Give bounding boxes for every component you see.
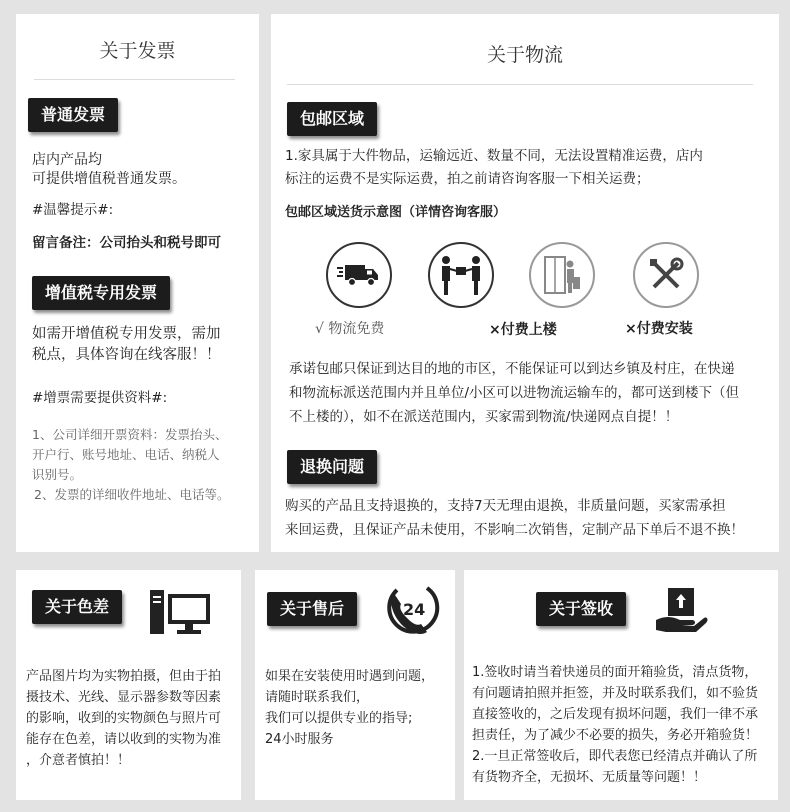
badge-24: 24 <box>403 600 426 619</box>
tag-color-difference: 关于色差 <box>32 590 122 624</box>
receipt-text-3: 直接签收的，之后发现有损坏问题，我们一律不承 <box>472 707 759 722</box>
color-panel <box>16 570 241 800</box>
invoice-panel <box>16 14 259 552</box>
aftersale-panel <box>255 570 455 800</box>
color-text-4: 能存在色差，请以收到的实物为准 <box>26 732 222 747</box>
aftersale-text-3: 我们可以提供专业的指导; <box>265 711 413 726</box>
returns-line-1: 购买的产品且支持退换的，支持7天无理由退换，非质量问题，买家需承担 <box>285 498 726 514</box>
returns-line-2: 来回运费，且保证产品未使用，不影响二次销售，定制产品下单后不退不换！ <box>285 522 744 538</box>
tools-icon <box>633 242 699 308</box>
caption-paid-upstairs: ×付费上楼 <box>489 322 557 338</box>
required-heading: #增票需要提供资料#: <box>32 390 168 406</box>
tip-heading: #温馨提示#: <box>32 202 114 218</box>
invoice-title: 关于发票 <box>99 40 176 62</box>
tag-receipt: 关于签收 <box>536 592 626 626</box>
elevator-icon <box>529 242 595 308</box>
divider <box>287 84 753 85</box>
required-item-1b: 开户行、账号地址、电话、纳税人 <box>32 447 220 462</box>
logistics-panel <box>271 14 779 552</box>
note-text: 留言备注：公司抬头和税号即可 <box>32 235 221 251</box>
caption-free-logistics: √ 物流免费 <box>315 321 385 337</box>
aftersale-text-4: 24小时服务 <box>265 732 334 747</box>
required-item-1a: 1、公司详细开票资料：发票抬头、 <box>32 427 228 442</box>
receipt-text-5: 2.一旦正常签收后，即代表您已经清点并确认了所 <box>472 749 758 764</box>
aftersale-text-2: 请随时联系我们， <box>265 690 370 705</box>
tag-normal-invoice: 普通发票 <box>28 98 118 132</box>
computer-icon <box>150 588 212 642</box>
vat-text-1: 如需开增值税专用发票，需加 <box>32 326 221 342</box>
aftersale-text-1: 如果在安装使用时遇到问题， <box>265 669 435 684</box>
color-text-1: 产品图片均为实物拍摄，但由于拍 <box>26 669 222 684</box>
divider <box>34 79 235 80</box>
required-item-2: 2、发票的详细收件地址、电话等。 <box>34 487 230 502</box>
color-text-3: 的影响，收到的实物颜色与照片可 <box>26 711 222 726</box>
receipt-text-4: 担责任，为了减少不必要的损失，务必开箱验货！ <box>472 728 759 743</box>
package-hand-icon <box>654 586 708 640</box>
vat-text-2: 税点，具体咨询在线客服！！ <box>32 347 221 363</box>
truck-icon <box>326 242 392 308</box>
receipt-text-6: 有货物齐全，无损坏、无质量等问题！！ <box>472 770 707 785</box>
phone-24h-icon <box>383 580 441 640</box>
receipt-panel <box>464 570 778 800</box>
color-text-2: 摄技术、光线、显示器参数等因素 <box>26 690 222 705</box>
promise-line-3: 不上楼的），如不在派送范围内，买家需到物流/快递网点自提！！ <box>289 409 679 425</box>
promise-line-1: 承诺包邮只保证到达目的地的市区，不能保证可以到达乡镇及村庄，在快递 <box>289 361 735 377</box>
promise-line-2: 和物流标派送范围内并且单位/小区可以进物流运输车的，都可送到楼下（但 <box>289 385 740 401</box>
logistics-title: 关于物流 <box>486 44 563 66</box>
receipt-text-2: 有问题请拍照并拒签，并及时联系我们，如不验货 <box>472 686 759 701</box>
normal-invoice-text-1: 店内产品均 <box>32 152 102 168</box>
diagram-title: 包邮区域送货示意图（详情咨询客服） <box>285 205 507 220</box>
receipt-text-1: 1.签收时请当着快递员的面开箱验货，清点货物， <box>472 665 758 680</box>
handover-icon <box>428 242 494 308</box>
color-text-5: ，介意者慎拍！！ <box>26 753 131 768</box>
tag-returns: 退换问题 <box>287 450 377 484</box>
required-item-1c: 识别号。 <box>32 467 83 482</box>
tag-vat-invoice: 增值税专用发票 <box>32 276 170 310</box>
logistics-line-2: 标注的运费不是实际运费，拍之前请咨询客服一下相关运费； <box>285 171 650 187</box>
tag-free-shipping-area: 包邮区域 <box>287 102 377 136</box>
caption-paid-install: ×付费安装 <box>625 321 693 337</box>
logistics-line-1: 1.家具属于大件物品，运输远近、数量不同，无法设置精准运费，店内 <box>285 148 703 164</box>
tag-after-sale: 关于售后 <box>267 592 357 626</box>
normal-invoice-text-2: 可提供增值税普通发票。 <box>32 171 186 187</box>
